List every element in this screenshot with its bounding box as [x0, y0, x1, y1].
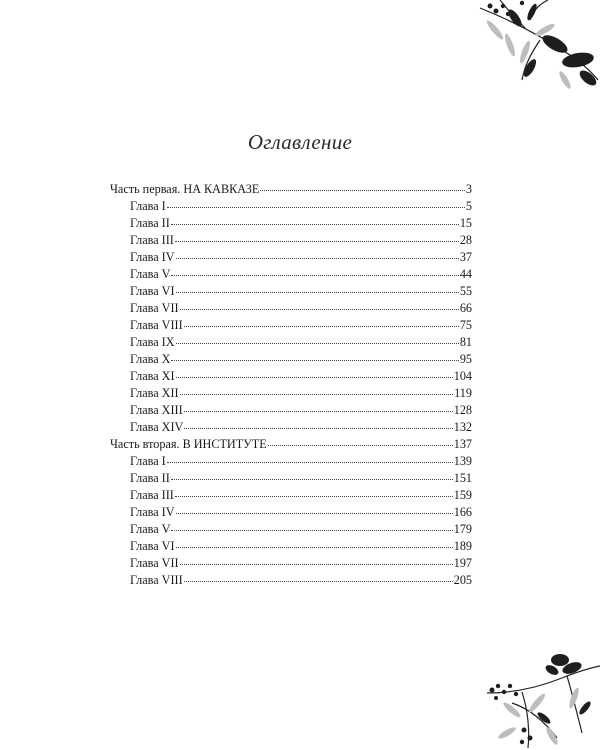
dot-leader — [180, 384, 454, 395]
table-of-contents — [110, 181, 472, 589]
toc-entry-label: Глава X — [130, 352, 171, 366]
dot-leader — [167, 197, 465, 208]
toc-part-entry[interactable] — [110, 436, 472, 453]
toc-entry-page-number: 139 — [453, 454, 472, 468]
toc-entry-page-number: 104 — [453, 369, 472, 383]
dot-leader — [184, 571, 453, 582]
toc-entry-page-number: 189 — [453, 539, 472, 553]
toc-chapter-entry[interactable] — [110, 368, 472, 385]
toc-entry-label: Глава IX — [130, 335, 175, 349]
toc-chapter-entry[interactable] — [110, 487, 472, 504]
toc-entry-label: Глава II — [130, 471, 170, 485]
toc-entry-page-number: 81 — [459, 335, 472, 349]
toc-entry-label: Глава IV — [130, 505, 175, 519]
toc-entry-label: Глава XII — [130, 386, 179, 400]
toc-entry-page-number: 205 — [453, 573, 472, 587]
toc-entry-label: Глава V — [130, 522, 171, 536]
toc-chapter-entry[interactable] — [110, 555, 472, 572]
toc-entry-label: Глава XI — [130, 369, 175, 383]
toc-entry-page-number: 151 — [453, 471, 472, 485]
dot-leader — [176, 333, 459, 344]
toc-entry-page-number: 28 — [459, 233, 472, 247]
dot-leader — [176, 367, 453, 378]
toc-chapter-entry[interactable] — [110, 198, 472, 215]
toc-entry-page-number: 55 — [459, 284, 472, 298]
toc-entry-label: Глава VI — [130, 539, 175, 553]
toc-entry-page-number: 44 — [459, 267, 472, 281]
toc-chapter-entry[interactable] — [110, 215, 472, 232]
toc-entry-label: Глава VII — [130, 556, 179, 570]
dot-leader — [176, 248, 459, 259]
dot-leader — [171, 265, 458, 276]
toc-entry-label: Глава III — [130, 233, 174, 247]
toc-entry-page-number: 159 — [453, 488, 472, 502]
toc-chapter-entry[interactable] — [110, 419, 472, 436]
toc-chapter-entry[interactable] — [110, 521, 472, 538]
botanical-sprig-top-right-icon — [470, 0, 600, 95]
toc-chapter-entry[interactable] — [110, 402, 472, 419]
toc-entry-page-number: 197 — [453, 556, 472, 570]
toc-entry-label: Глава XIII — [130, 403, 183, 417]
toc-chapter-entry[interactable] — [110, 300, 472, 317]
botanical-sprig-bottom-right-icon — [482, 648, 600, 750]
toc-chapter-entry[interactable] — [110, 385, 472, 402]
page-title: Оглавление — [247, 130, 353, 154]
dot-leader — [176, 503, 453, 514]
toc-chapter-entry[interactable] — [110, 283, 472, 300]
toc-entry-page-number: 137 — [453, 437, 472, 451]
dot-leader — [171, 520, 452, 531]
toc-chapter-entry[interactable] — [110, 317, 472, 334]
toc-chapter-entry[interactable] — [110, 572, 472, 589]
toc-entry-label: Глава VII — [130, 301, 179, 315]
dot-leader — [171, 350, 458, 361]
toc-entry-label: Глава IV — [130, 250, 175, 264]
toc-chapter-entry[interactable] — [110, 453, 472, 470]
toc-entry-page-number: 166 — [453, 505, 472, 519]
toc-chapter-entry[interactable] — [110, 266, 472, 283]
toc-entry-label: Глава I — [130, 454, 166, 468]
dot-leader — [180, 554, 453, 565]
dot-leader — [176, 537, 453, 548]
toc-entry-label: Глава III — [130, 488, 174, 502]
toc-entry-page-number: 15 — [459, 216, 472, 230]
toc-entry-label: Глава II — [130, 216, 170, 230]
toc-entry-page-number: 75 — [459, 318, 472, 332]
dot-leader — [260, 180, 465, 191]
toc-chapter-entry[interactable] — [110, 351, 472, 368]
toc-entry-label: Глава VIII — [130, 318, 183, 332]
toc-entry-page-number: 119 — [454, 386, 472, 400]
toc-entry-label: Глава XIV — [130, 420, 184, 434]
toc-entry-page-number: 37 — [459, 250, 472, 264]
toc-entry-page-number: 179 — [453, 522, 472, 536]
dot-leader — [176, 282, 459, 293]
toc-chapter-entry[interactable] — [110, 470, 472, 487]
toc-entry-page-number: 95 — [459, 352, 472, 366]
dot-leader — [268, 435, 453, 446]
dot-leader — [184, 418, 452, 429]
toc-entry-label: Часть вторая. В ИНСТИТУТЕ — [110, 437, 267, 451]
toc-entry-page-number: 3 — [465, 182, 472, 196]
toc-entry-page-number: 66 — [459, 301, 472, 315]
dot-leader — [171, 469, 453, 480]
dot-leader — [167, 452, 453, 463]
toc-entry-label: Глава I — [130, 199, 166, 213]
dot-leader — [171, 214, 459, 225]
toc-entry-page-number: 132 — [453, 420, 472, 434]
dot-leader — [175, 486, 453, 497]
toc-chapter-entry[interactable] — [110, 538, 472, 555]
toc-entry-page-number: 128 — [453, 403, 472, 417]
dot-leader — [180, 299, 459, 310]
toc-chapter-entry[interactable] — [110, 232, 472, 249]
toc-chapter-entry[interactable] — [110, 504, 472, 521]
toc-chapter-entry[interactable] — [110, 249, 472, 266]
dot-leader — [184, 316, 459, 327]
toc-entry-page-number: 5 — [465, 199, 472, 213]
toc-entry-label: Часть первая. НА КАВКАЗЕ — [110, 182, 260, 196]
dot-leader — [175, 231, 459, 242]
dot-leader — [184, 401, 453, 412]
toc-entry-label: Глава VI — [130, 284, 175, 298]
toc-chapter-entry[interactable] — [110, 334, 472, 351]
toc-part-entry[interactable] — [110, 181, 472, 198]
toc-entry-label: Глава VIII — [130, 573, 183, 587]
toc-entry-label: Глава V — [130, 267, 171, 281]
